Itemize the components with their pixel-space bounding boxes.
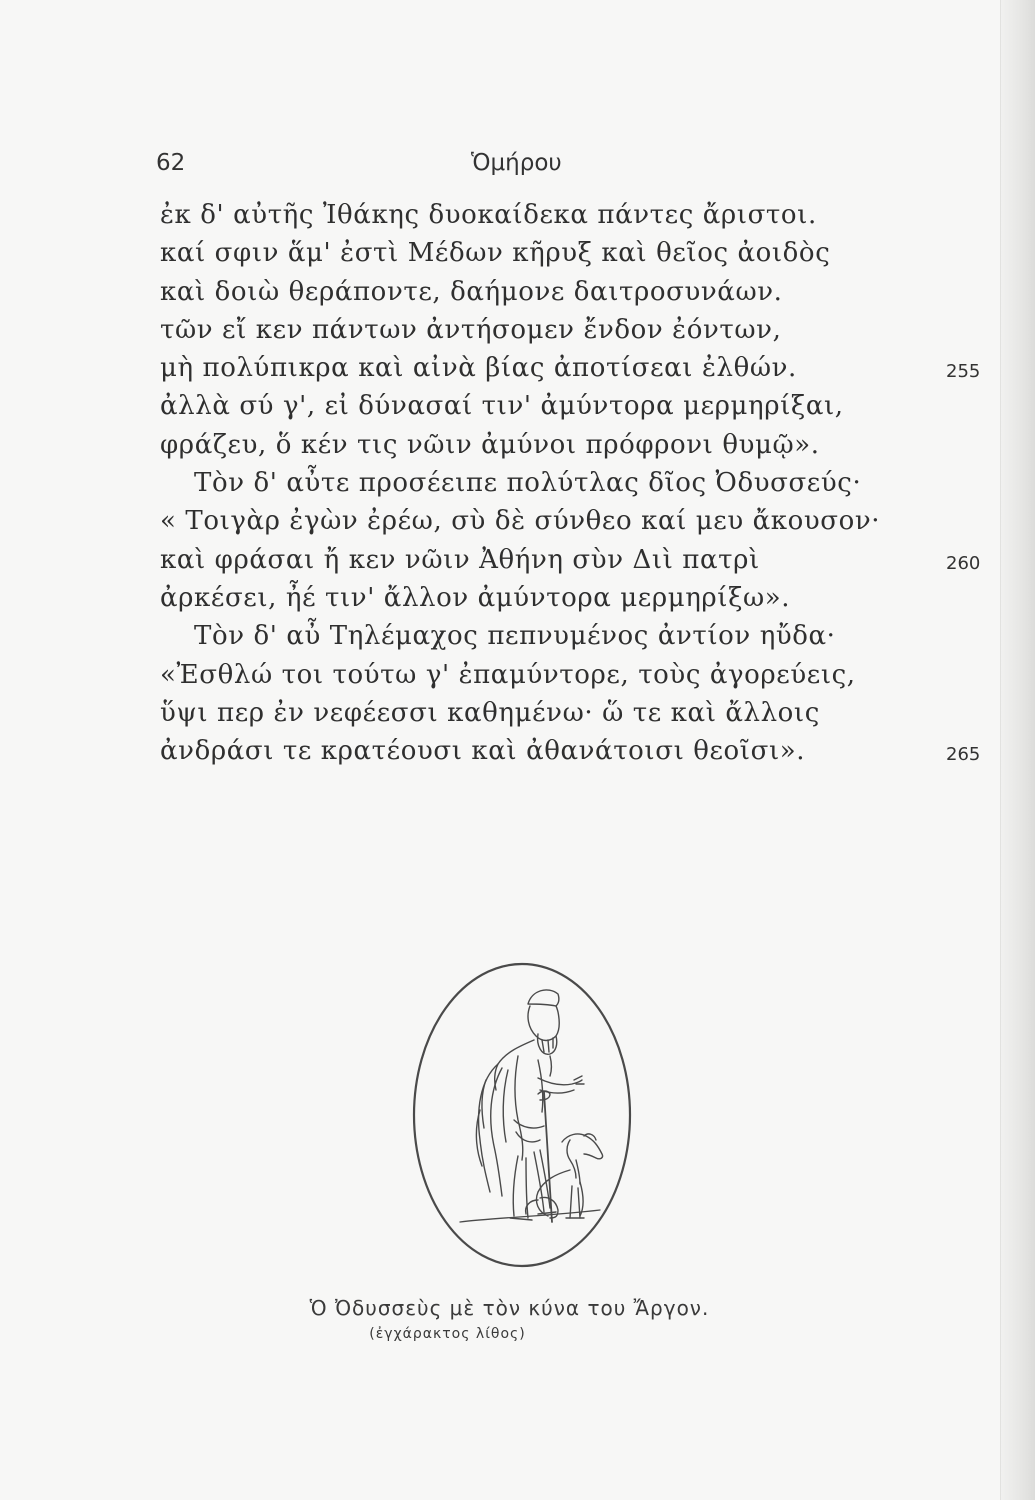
figure-subcaption: (ἐγχάρακτος λίθος): [369, 1326, 526, 1342]
verse-line: [160, 656, 1000, 694]
verse-line-text: Τὸν δ' αὖ Τηλέμαχος πεπνυμένος ἀντίον ηὔδα·: [194, 621, 836, 652]
verse-line-text: φράζευ, ὅ κέν τις νῶιν ἀμύνοι πρόφρονι θυμῷ».: [160, 429, 820, 460]
verse-line-text: «Ἐσθλώ τοι τούτω γ' ἐπαμύντορε, τοὺς ἀγορεύεις,: [160, 659, 856, 690]
argos-dog: [526, 1134, 603, 1218]
verse-line-text: « Τοιγὰρ ἐγὼν ἐρέω, σὺ δὲ σύνθεο καί μευ ἄκουσον·: [160, 506, 881, 537]
verse-block: [160, 196, 1000, 770]
verse-line: [160, 273, 1000, 311]
verse-line: [160, 311, 1000, 349]
verse-line-text: μὴ πολύπικρα καὶ αἰνὰ βίας ἀποτίσεαι ἐλθών.: [160, 353, 797, 384]
verse-line-text: ἀλλὰ σύ γ', εἰ δύνασαί τιν' ἀμύντορα μερμηρίξαι,: [160, 391, 844, 422]
odysseus-figure: [476, 990, 584, 1222]
verse-line-text: καὶ δοιὼ θεράποντε, δαήμονε δαιτροσυνάων.: [160, 276, 783, 307]
verse-line-text: τῶν εἴ κεν πάντων ἀντήσομεν ἔνδον ἐόντων,: [160, 314, 782, 345]
figure-caption: Ὁ Ὀδυσσεὺς μὲ τὸν κύνα του Ἄργον.: [309, 1296, 710, 1320]
verse-line: [160, 502, 1000, 540]
verse-line: [160, 387, 1000, 425]
verse-line: [160, 196, 1000, 234]
verse-line-text: ἐκ δ' αὐτῆς Ἰθάκης δυοκαίδεκα πάντες ἄριστοι.: [160, 200, 817, 230]
verse-line: [160, 732, 1000, 770]
verse-line: [160, 694, 1000, 732]
verse-line-text: καὶ φράσαι ἤ κεν νῶιν Ἀθήνη σὺν Διὶ πατρὶ: [160, 544, 760, 575]
staff: [544, 1092, 552, 1222]
line-number: 255: [946, 361, 981, 383]
verse-line: [160, 541, 1000, 579]
verse-line-text: Τὸν δ' αὖτε προσέειπε πολύτλας δῖος Ὀδυσσεύς·: [194, 468, 862, 499]
verse-line-text: καί σφιν ἅμ' ἐστὶ Μέδων κῆρυξ καὶ θεῖος ἀοιδὸς: [160, 238, 831, 269]
line-number: 260: [946, 552, 981, 574]
verse-line-text: ἀνδράσι τε κρατέουσι καὶ ἀθανάτοισι θεοῖσι».: [160, 736, 806, 767]
verse-line: [160, 464, 1000, 502]
engraved-gem-illustration: [410, 960, 634, 1270]
verse-line-text: ὕψι περ ἐν νεφέεσσι καθημένω· ὥ τε καὶ ἄλλοις: [160, 697, 820, 728]
page-edge: [1000, 0, 1035, 1500]
verse-line: [160, 349, 1000, 387]
page-number: 62: [156, 150, 186, 176]
gem-oval-border: [414, 964, 630, 1266]
line-number: 265: [946, 744, 981, 766]
running-head: Ὁμήρου: [471, 150, 562, 176]
verse-line: [160, 234, 1000, 272]
verse-line: [160, 426, 1000, 464]
verse-line: [160, 579, 1000, 617]
verse-line: [160, 617, 1000, 655]
verse-line-text: ἀρκέσει, ἦέ τιν' ἄλλον ἀμύντορα μερμηρίξω».: [160, 582, 791, 613]
